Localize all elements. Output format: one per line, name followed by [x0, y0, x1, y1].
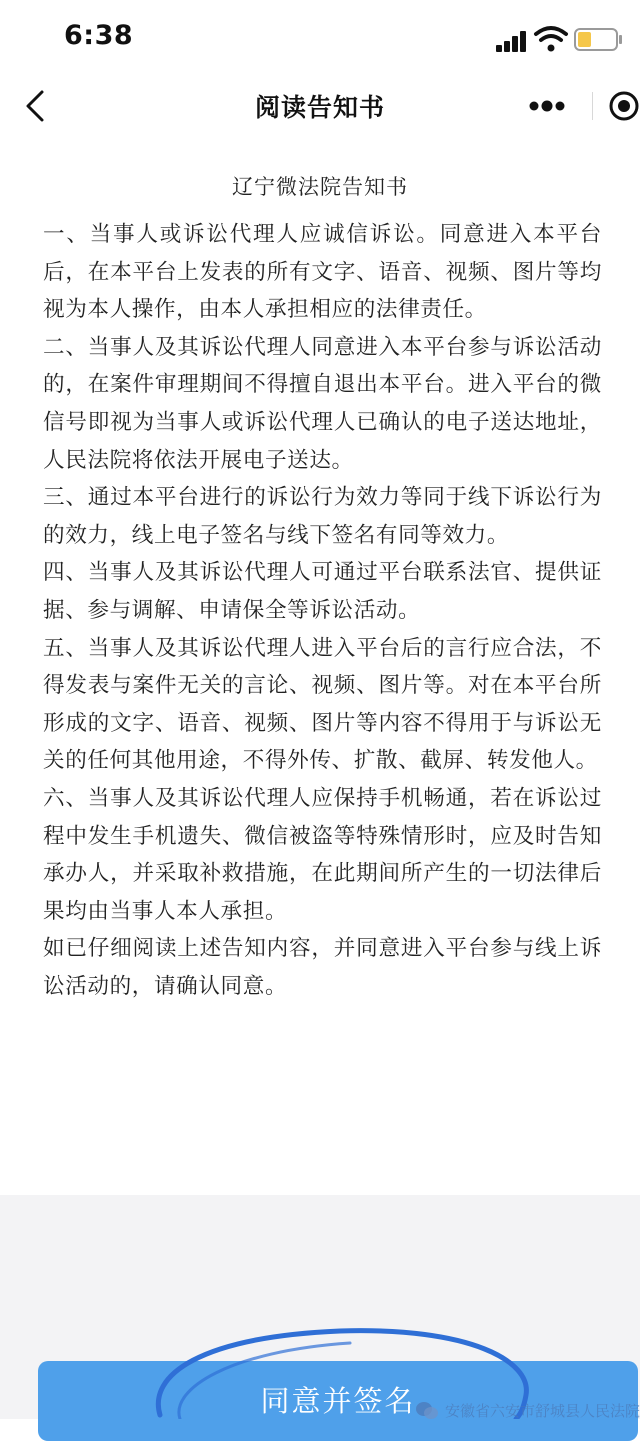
status-bar: [0, 0, 640, 74]
notice-paragraph: 四、当事人及其诉讼代理人可通过平台联系法官、提供证据、参与调解、申请保全等诉讼活动。: [43, 560, 602, 623]
more-dots-icon[interactable]: [522, 82, 570, 130]
mini-program-capsule: [516, 82, 640, 130]
watermark: [415, 1400, 640, 1419]
cellular-signal-icon: [496, 31, 526, 52]
notice-paragraph: 二、当事人及其诉讼代理人同意进入本平台参与诉讼活动的，在案件审理期间不得擅自退出本平台。进入平台的微信号即视为当事人或诉讼代理人已确认的电子送达地址，人民法院将依法开展电子送达。: [43, 334, 602, 473]
notice-title: 辽宁微法院告知书: [232, 175, 408, 199]
wechat-icon: [415, 1400, 439, 1419]
notice-content: [0, 170, 640, 1005]
nav-bar: [0, 74, 640, 138]
watermark-text: 安徽省六安市舒城县人民法院: [445, 1402, 640, 1419]
status-time: 6:38: [64, 20, 134, 51]
footer-bar: [0, 1195, 640, 1419]
page-title: 阅读告知书: [254, 93, 385, 122]
wifi-icon: [536, 28, 566, 52]
record-icon[interactable]: [608, 90, 640, 122]
capsule-divider: [592, 92, 593, 120]
agree-and-sign-button[interactable]: 同意并签名: [38, 1361, 638, 1441]
notice-paragraph: 如已仔细阅读上述告知内容，并同意进入平台参与线上诉讼活动的，请确认同意。: [43, 936, 602, 999]
status-icons: [480, 0, 640, 74]
notice-paragraph: 六、当事人及其诉讼代理人应保持手机畅通，若在诉讼过程中发生手机遗失、微信被盗等特殊情形时，应及时告知承办人，并采取补救措施，在此期间所产生的一切法律后果均由当事人本人承担。: [43, 785, 602, 924]
notice-paragraph: 三、通过本平台进行的诉讼行为效力等同于线下诉讼行为的效力，线上电子签名与线下签名有同等效力。: [43, 485, 602, 548]
notice-body: [0, 216, 640, 1005]
battery-icon: [575, 29, 622, 50]
notice-paragraph: 一、当事人或诉讼代理人应诚信诉讼。同意进入本平台后，在本平台上发表的所有文字、语音、视频、图片等均视为本人操作，由本人承担相应的法律责任。: [43, 222, 602, 323]
notice-paragraph: 五、当事人及其诉讼代理人进入平台后的言行应合法，不得发表与案件无关的言论、视频、图片等。对在本平台所形成的文字、语音、视频、图片等内容不得用于与诉讼无关的任何其他用途，不得外传、扩散、截屏、转发他人。: [43, 635, 602, 774]
